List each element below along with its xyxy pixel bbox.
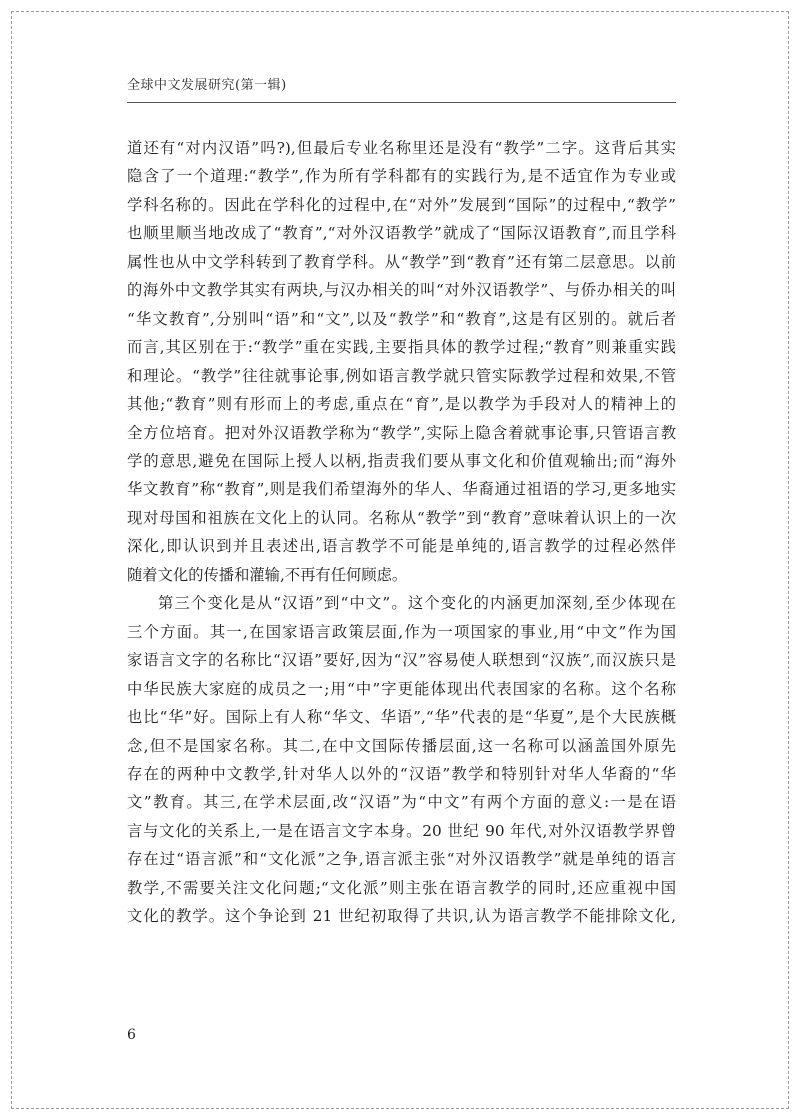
text-line: 属性也从中文学科转到了教育学科。从“教学”到“教育”还有第二层意思。以前 [127,252,676,271]
header-rule [127,102,676,103]
text-line: 存在过“语言派”和“文化派”之争,语言派主张“对外汉语教学”就是单纯的语言 [127,850,676,869]
running-head: 全球中文发展研究(第一辑) [127,78,287,93]
text-line: 学科名称的。因此在学科化的过程中,在“对外”发展到“国际”的过程中,“教学” [127,195,676,214]
text-line: 三个方面。其一,在国家语言政策层面,作为一项国家的事业,用“中文”作为国 [127,622,676,641]
text-line: 言与文化的关系上,一是在语言文字本身。20 世纪 90 年代,对外汉语教学界曾 [127,821,676,840]
body-text [127,134,676,931]
page-number: 6 [127,1027,136,1043]
text-line: “华文教育”,分别叫“语”和“文”,以及“教学”和“教育”,这是有区别的。就后者 [127,309,676,328]
text-line: 其他;“教育”则有形而上的考虑,重点在“育”,是以教学为手段对人的精神上的 [127,395,676,414]
text-line: 文化的教学。这个争论到 21 世纪初取得了共识,认为语言教学不能排除文化, [127,907,676,926]
text-line: 隐含了一个道理:“教学”,作为所有学科都有的实践行为,是不适宜作为专业或 [127,167,676,186]
text-line: 学的意思,避免在国际上授人以柄,指责我们要从事文化和价值观输出;而“海外 [127,451,676,470]
text-line: 家语言文字的名称比“汉语”要好,因为“汉”容易使人联想到“汉族”,而汉族只是 [127,651,676,670]
text-line: 和理论。“教学”往往就事论事,例如语言教学就只管实际教学过程和效果,不管 [127,366,676,385]
text-line: 也顺里顺当地改成了“教育”,“对外汉语教学”就成了“国际汉语教育”,而且学科 [127,224,676,243]
text-line: 现对母国和祖族在文化上的认同。名称从“教学”到“教育”意味着认识上的一次 [127,508,676,527]
text-line: 华文教育”称“教育”,则是我们希望海外的华人、华裔通过祖语的学习,更多地实 [127,480,676,499]
text-line: 也比“华”好。国际上有人称“华文、华语”,“华”代表的是“华夏”,是个大民族概 [127,708,676,727]
text-line: 念,但不是国家名称。其二,在中文国际传播层面,这一名称可以涵盖国外原先 [127,736,676,755]
text-line: 的海外中文教学其实有两块,与汉办相关的叫“对外汉语教学”、与侨办相关的叫 [127,281,676,300]
paragraph-end-line: 随着文化的传播和灌输,不再有任何顾虑。 [127,565,408,584]
text-line: 中华民族大家庭的成员之一;用“中”字更能体现出代表国家的名称。这个名称 [127,679,676,698]
text-line: 全方位培育。把对外汉语教学称为“教学”,实际上隐含着就事论事,只管语言教 [127,423,676,442]
text-line: 而言,其区别在于:“教学”重在实践,主要指具体的教学过程;“教育”则兼重实践 [127,338,676,357]
text-line: 文”教育。其三,在学术层面,改“汉语”为“中文”有两个方面的意义:一是在语 [127,793,676,812]
paragraph-start-line: 第三个变化是从“汉语”到“中文”。这个变化的内涵更加深刻,至少体现在 [158,594,676,613]
text-line: 道还有“对内汉语”吗?),但最后专业名称里还是没有“教学”二字。这背后其实 [127,139,676,157]
text-line: 教学,不需要关注文化问题;“文化派”则主张在语言教学的同时,还应重视中国 [127,878,676,897]
text-line: 深化,即认识到并且表述出,语言教学不可能是单纯的,语言教学的过程必然伴 [127,537,676,556]
text-line: 存在的两种中文教学,针对华人以外的“汉语”教学和特别针对华人华裔的“华 [127,764,676,783]
